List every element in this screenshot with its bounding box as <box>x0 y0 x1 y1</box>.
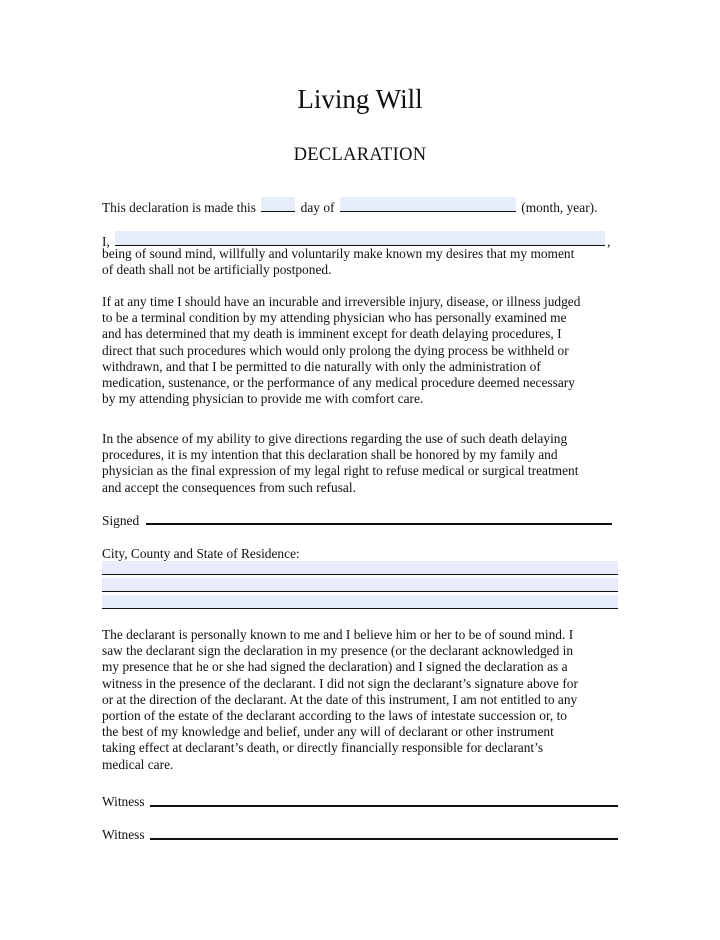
paragraph-witness-statement: The declarant is personally known to me and I believe him or her to be of sound mind. I saw the declarant sign the declaration in my presence (or the declarant acknowledged in my presence that he or she had signed the declaration) and I signed the declaration as a witness in the presence of the declarant. I did not sign the declarant’s signature above for or at the direction of the declarant. At the date of this instrument, I am not entitled to any portion of the estate of the declarant according to the laws of intestate succession or, to the best of my knowledge and belief, under any will of declarant or other instrument taking effect at declarant’s death, or directly financially responsible for declarant’s medical care. <box>102 627 578 772</box>
witness-1-label: Witness <box>102 794 145 809</box>
document-title: Living Will <box>297 84 423 114</box>
document-subtitle: DECLARATION <box>293 145 427 165</box>
declaration-middle: day of <box>300 200 335 215</box>
paragraph-absence-of-ability: In the absence of my ability to give directions regarding the use of such death delaying procedures, it is my intention that this declaration shall be honored by my family and physician as the final expression of my legal right to refuse medical or surgical treatment and accept the consequences from such refusal. <box>102 431 579 495</box>
declarant-name-field[interactable] <box>115 231 605 246</box>
declaration-date-line <box>102 197 597 216</box>
paragraph-sound-mind: being of sound mind, willfully and voluntarily make known my desires that my moment of death shall not be artificially postponed. <box>102 246 575 278</box>
day-field[interactable] <box>261 197 295 212</box>
month-year-field[interactable] <box>340 197 516 212</box>
residence-field-1[interactable] <box>102 561 618 575</box>
residence-field-3[interactable] <box>102 595 618 609</box>
paragraph-terminal-condition: If at any time I should have an incurable and irreversible injury, disease, or illness judged to be a terminal condition by my attending physician who has personally examined me and has determined that my death is imminent except for death delaying procedures, I direct that such procedures which would only prolong the dying process be withheld or withdrawn, and that I be permitted to die naturally with only the administration of medication, sustenance, or the performance of any medical procedure deemed necessary by my attending physician to provide me with comfort care. <box>102 294 581 407</box>
residence-field-2[interactable] <box>102 578 618 592</box>
signature-line[interactable] <box>146 523 612 525</box>
signed-label: Signed <box>102 513 140 528</box>
residence-label: City, County and State of Residence: <box>102 546 300 561</box>
witness-2-signature-line[interactable] <box>150 838 618 840</box>
name-suffix: , <box>607 234 611 249</box>
witness-2-label: Witness <box>102 827 145 842</box>
declaration-suffix: (month, year). <box>521 200 598 215</box>
declaration-prefix: This declaration is made this <box>102 200 256 215</box>
name-prefix: I, <box>102 234 110 249</box>
witness-1-signature-line[interactable] <box>150 805 618 807</box>
